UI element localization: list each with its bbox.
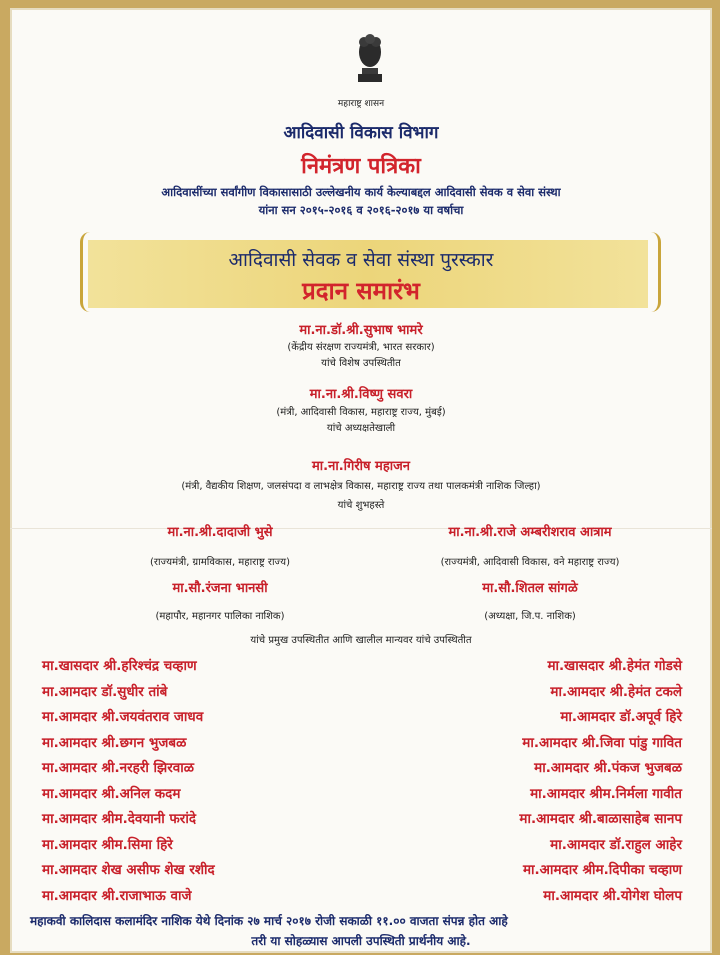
list-item: मा.आमदार श्री.नरहरी झिरवाळ [42,760,195,776]
intro-line-2: यांना सन २०१५-२०१६ व २०१६-२०१७ या वर्षाचा [258,203,464,217]
intro-line-1: आदिवासींच्या सर्वांगीण विकासासाठी उल्लेखनीय कार्य केल्याबद्दल आदिवासी सेवक व सेवा संस्था [161,185,561,199]
dignitaries-left-list [42,654,215,909]
dignitaries-right-list [519,654,682,909]
list-item: मा.आमदार शेख असीफ शेख रशीद [42,862,215,878]
chief-guest-post: (केंद्रीय संरक्षण राज्यमंत्री, भारत सरकार) [287,342,435,353]
footer-line-1: महाकवी कालिदास कलामंदिर नाशिक येथे दिनांक २७ मार्च २०१७ रोजी सकाळी ११.०० वाजता संपन्न होत आहे [30,914,508,928]
list-item: मा.आमदार श्रीम.देवयानी फरांदे [42,811,196,827]
list-item: मा.आमदार श्री.योगेश घोलप [543,887,682,904]
guest-right-2 [350,578,710,622]
list-item: मा.आमदार श्री.छगन भुजबळ [42,734,187,751]
chief-guest-role: यांचे विशेष उपस्थितीत [321,358,401,369]
inaugurator-name: मा.ना.गिरीष महाजन [312,459,410,474]
list-item: मा.आमदार श्री.राजाभाऊ वाजे [42,887,192,904]
president-name: मा.ना.श्री.विष्णु सवरा [309,387,413,402]
list-item: मा.आमदार श्रीम.सिमा हिरे [42,836,173,853]
list-item: मा.आमदार डॉ.राहुल आहेर [550,836,682,853]
inaugurator-post: (मंत्री, वैद्यकीय शिक्षण, जलसंपदा व लाभक्षेत्र विकास, महाराष्ट्र राज्य तथा पालकमंत्री नाशिक जिल्हा) [181,481,541,492]
list-item: मा.आमदार श्री.बाळासाहेब सानप [519,811,682,827]
list-item: मा.आमदार श्री.पंकज भुजबळ [534,760,682,776]
guest-right-2-name: मा.सौ.शितल सांगळे [482,581,578,596]
list-item: मा.आमदार श्री.जयवंतराव जाधव [42,709,204,725]
department-title: आदिवासी विकास विभाग [283,123,439,143]
guest-left-1-post: (राज्यमंत्री, ग्रामविकास, महाराष्ट्र राज्य) [150,557,290,568]
list-item: मा.आमदार श्री.हेमंत टकले [550,683,682,700]
banner-subtitle: प्रदान समारंभ [302,277,420,305]
list-item: मा.आमदार डॉ.सुधीर तांबे [42,683,168,700]
banner-title: आदिवासी सेवक व सेवा संस्था पुरस्कार [228,249,494,271]
state-emblem-icon [350,30,390,88]
guest-left-2-name: मा.सौ.रंजना भानसी [172,581,268,596]
footer-line-2: तरी या सोहळ्यास आपली उपस्थिती प्रार्थनीय आहे. [251,934,471,948]
list-item: मा.आमदार श्रीम.निर्मला गावीत [530,785,682,802]
president-post: (मंत्री, आदिवासी विकास, महाराष्ट्र राज्य, मुंबई) [276,407,446,418]
guest-left-2 [70,578,370,622]
guest-right-1-name: मा.ना.श्री.राजे अम्बरीशराव आत्राम [448,525,612,540]
invitation-title: निमंत्रण पत्रिका [301,154,421,179]
list-item: मा.आमदार श्री.जिवा पांडु गावित [522,734,682,751]
list-item: मा.आमदार श्री.अनिल कदम [42,785,181,802]
list-item: मा.खासदार श्री.हरिश्चंद्र चव्हाण [42,658,197,674]
guest-left-1-name: मा.ना.श्री.दादाजी भुसे [167,525,273,540]
guest-left-2-post: (महापौर, महानगर पालिका नाशिक) [155,611,285,622]
guest-right-1 [350,522,710,568]
govt-label: महाराष्ट्र शासन [337,99,385,109]
chief-guest-name: मा.ना.डॉ.श्री.सुभाष भामरे [299,323,423,338]
list-item: मा.आमदार डॉ.अपूर्व हिरे [560,709,682,725]
inaugurator-role: यांचे शुभहस्ते [337,500,385,511]
invitation-card [10,8,712,953]
guest-right-1-post: (राज्यमंत्री, आदिवासी विकास, वने महाराष्ट्र राज्य) [440,557,620,568]
president-role: यांचे अध्यक्षतेखाली [326,423,396,434]
list-item: मा.आमदार श्रीम.दिपीका चव्हाण [522,862,682,878]
guest-left-1 [70,522,370,568]
list-item: मा.खासदार श्री.हेमंत गोडसे [547,658,682,674]
presence-note: यांचे प्रमुख उपस्थितीत आणि खालील मान्यवर यांचे उपस्थितीत [250,635,472,646]
guest-right-2-post: (अध्यक्षा, जि.प. नाशिक) [484,611,576,622]
